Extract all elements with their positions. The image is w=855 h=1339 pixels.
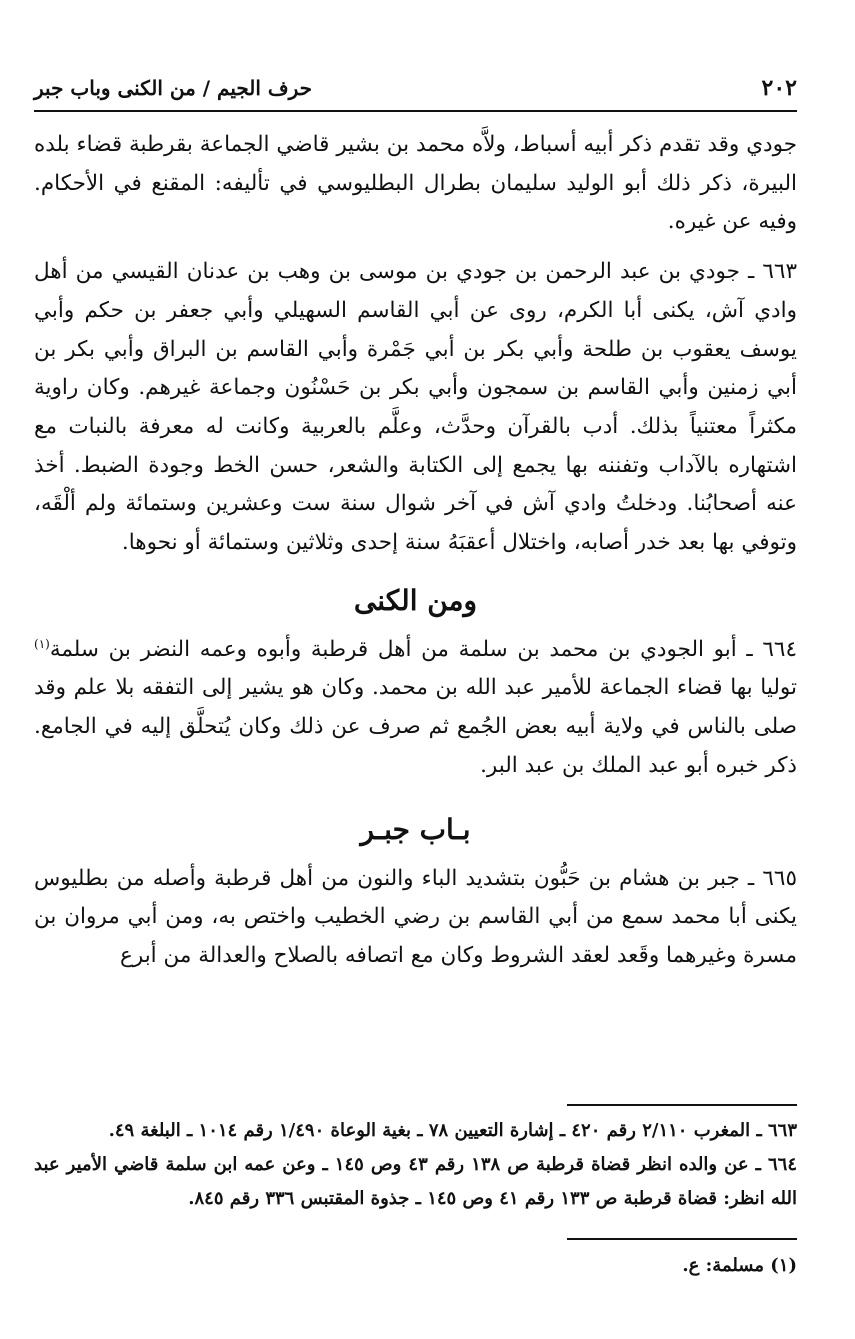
footnote: (١) مسلمة: ع. [682,1255,797,1276]
page-number: ٢٠٢ [761,75,797,101]
entry-text: أبو الجودي بن محمد بن سلمة من أهل قرطبة وأبوه وعمه النضر بن سلمة [49,636,737,662]
running-title: حرف الجيم / من الكنى وباب جبر [34,76,313,100]
entry-text-continued: توليا بها قضاء الجماعة للأمير عبد الله بن محمد. وكان هو يشير إلى التفقه بلا علم وقد صلى بالناس في ولاية أبيه بعض الجُمع ثم صرف عن ذلك وكان يُتحلَّق إليه في الجامع. ذكر خبره أبو عبد الملك بن عبد البر. [34,675,797,778]
entry-number: ٦٦٣ ـ [747,259,797,285]
entry-665 [34,860,797,976]
entry-664 [34,631,797,786]
section-heading-bab-jabr: بـاب جبـر [360,812,471,846]
entry-663 [34,253,797,563]
source-note-663: ٦٦٣ ـ المغرب ٢/١١٠ رقم ٤٢٠ ـ إشارة التعيين ٧٨ ـ بغية الوعاة ١/٤٩٠ رقم ١٠١٤ ـ البلغة ٤٩. [108,1120,797,1141]
entry-number: ٦٦٥ ـ [747,865,797,891]
footnote-reference: (١) [34,636,50,651]
sources-divider [567,1104,797,1106]
sources-notes [34,1114,797,1216]
page-header [34,66,797,112]
intro-paragraph: جودي وقد تقدم ذكر أبيه أسباط، ولاَّه محمد بن بشير قاضي الجماعة بقرطبة قضاء بلده البيرة، ذكر ذلك أبو الوليد سليمان بطرال البطليوسي في تأليفه: المقنع في الأحكام. وفيه عن غيره. [34,132,797,235]
entry-text: جبر بن هشام بن حَبُّون بتشديد الباء والنون من أهل قرطبة وأصله من بطليوس يكنى أبا محمد سمع من أبي القاسم بن رضي الخطيب واختص به، ومن أبي مروان بن مسرة وغيرهما وقَعد لعقد الشروط وكان مع اتصافه بالصلاح والعدالة من أبرع [34,865,797,968]
source-note-664: ٦٦٤ ـ عن والده انظر قضاة قرطبة ص ١٣٨ رقم ٤٣ وص ١٤٥ ـ وعن عمه ابن سلمة قاضي الأمير عبد الله انظر: قضاة قرطبة ص ١٣٣ رقم ٤١ وص ١٤٥ ـ جذوة المقتبس ٣٣٦ رقم ٨٤٥. [34,1154,798,1209]
entry-text: جودي بن عبد الرحمن بن جودي بن موسى بن وهب بن عدنان القيسي من أهل وادي آش، يكنى أبا الكرم، روى عن أبي القاسم السهيلي وأبي جعفر بن حكم وأبي يوسف يعقوب بن طلحة وأبي بكر بن أبي جَمْرة وأبي القاسم بن البراق وأبي بكر بن أبي زمنين وأبي القاسم بن سمجون وأبي بكر بن حَسْنُون وجماعة غيرهم. وكان راوية مكثراً معتنياً بذلك. أدب بالقرآن وحدَّث، وعلَّم بالعربية وكانت له معرفة بالنبات مع اشتهاره بالآداب وتفننه بها يجمع إلى الكتابة والشعر، حسن الخط وجودة الضبط. أخذ عنه أصحابُنا. ودخلتُ وادي آش في آخر شوال سنة ست وعشرين وستمائة ولم ألْقَه، وتوفي بها بعد خدر أصابه، واختلال أعقبَهُ سنة إحدى وثلاثين وستمائة أو نحوها. [34,259,797,556]
entry-number: ٦٦٤ ـ [746,636,797,662]
main-text [34,126,797,976]
footnote-divider [567,1238,797,1240]
section-heading-kuna: ومن الكنى [353,583,478,617]
